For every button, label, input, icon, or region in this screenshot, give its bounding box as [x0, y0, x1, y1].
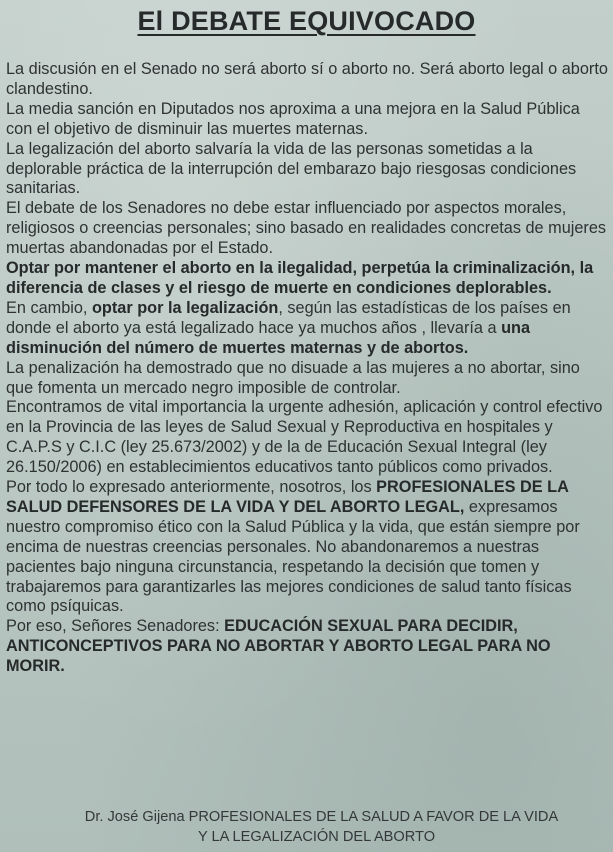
signature-line-1: Dr. José Gijena PROFESIONALES DE LA SALUD A FAVOR DE LA VIDA [84, 809, 559, 825]
document-title [0, 6, 613, 37]
paragraph-9-rest: expresamos nuestro compromiso ético con la Salud Pública y la vida, que están siempre por encima de nuestras creencias personales. No abandonaremos a nuestras pacientes bajo ninguna circunstancia, respetando la decisión que tomen y trabajaremos para garantizarles las mejores condiciones de salud tanto físicas como psíquicas. [6, 497, 580, 616]
paragraph-9-emphasis-group: PROFESIONALES DE LA SALUD DEFENSORES DE LA VIDA Y DEL ABORTO LEGAL, [6, 478, 569, 516]
document-body [6, 60, 610, 677]
signature-line-2: Y LA LEGALIZACIÓN DEL ABORTO [197, 828, 436, 845]
paragraph-6-emphasis-outcome: una disminución del número de muertes maternas y de abortos. [6, 318, 531, 357]
paragraph-2: La media sanción en Diputados nos aproxima a una mejora en la Salud Pública con el objetivo de disminuir las muertes maternas. [6, 99, 580, 138]
paragraph-7: La penalización ha demostrado que no disuade a las mujeres a no abortar, sino que fomenta un mercado negro imposible de controlar. [6, 358, 580, 397]
paragraph-9-lead: Por todo lo expresado anteriormente, nosotros, los [6, 478, 377, 497]
paragraph-8: Encontramos de vital importancia la urgente adhesión, aplicación y control efectivo en la Provincia de las leyes de Salud Sexual y Reproductiva en hospitales y C.A.P.S y C.I.C (ley 25.673/2002) y de la de Educación Sexual Integral (ley 26.150/2006) en establecimientos educativos tanto públicos como privados. [6, 398, 603, 477]
paragraph-10-emphasis-slogan: EDUCACIÓN SEXUAL PARA DECIDIR, ANTICONCEPTIVOS PARA NO ABORTAR Y ABORTO LEGAL PARA NO MORIR. [6, 617, 551, 676]
paragraph-1: La discusión en el Senado no será aborto sí o aborto no. Será aborto legal o aborto clandestino. [6, 60, 608, 98]
paragraph-10-lead: Por eso, Señores Senadores: [6, 617, 225, 636]
paragraph-6-middle: , según las estadísticas de los países en donde el aborto ya está legalizado hace ya muchos años , llevaría a [6, 298, 571, 337]
paragraph-5-bold: Optar por mantener el aborto en la ilegalidad, perpetúa la criminalización, la diferencia de clases y el riesgo de muerte en condiciones deplorables. [6, 259, 594, 297]
paragraph-6-emphasis-legalization: optar por la legalización [91, 298, 279, 317]
paragraph-9 [6, 478, 610, 617]
paragraph-4: El debate de los Senadores no debe estar influenciado por aspectos morales, religiosos o creencias personales; sino basado en realidades concretas de mujeres muertas abandonadas por el Estado. [6, 199, 607, 258]
document-title-text: El DEBATE EQUIVOCADO [137, 6, 476, 36]
paragraph-10 [6, 617, 610, 677]
paragraph-3: La legalización del aborto salvaría la vida de las personas sometidas a la deplorable práctica de la interrupción del embarazo bajo riesgosas condiciones sanitarias. [6, 139, 577, 198]
paragraph-6 [6, 299, 610, 359]
paragraph-6-lead: En cambio, [6, 298, 92, 317]
signature-block [0, 808, 613, 847]
